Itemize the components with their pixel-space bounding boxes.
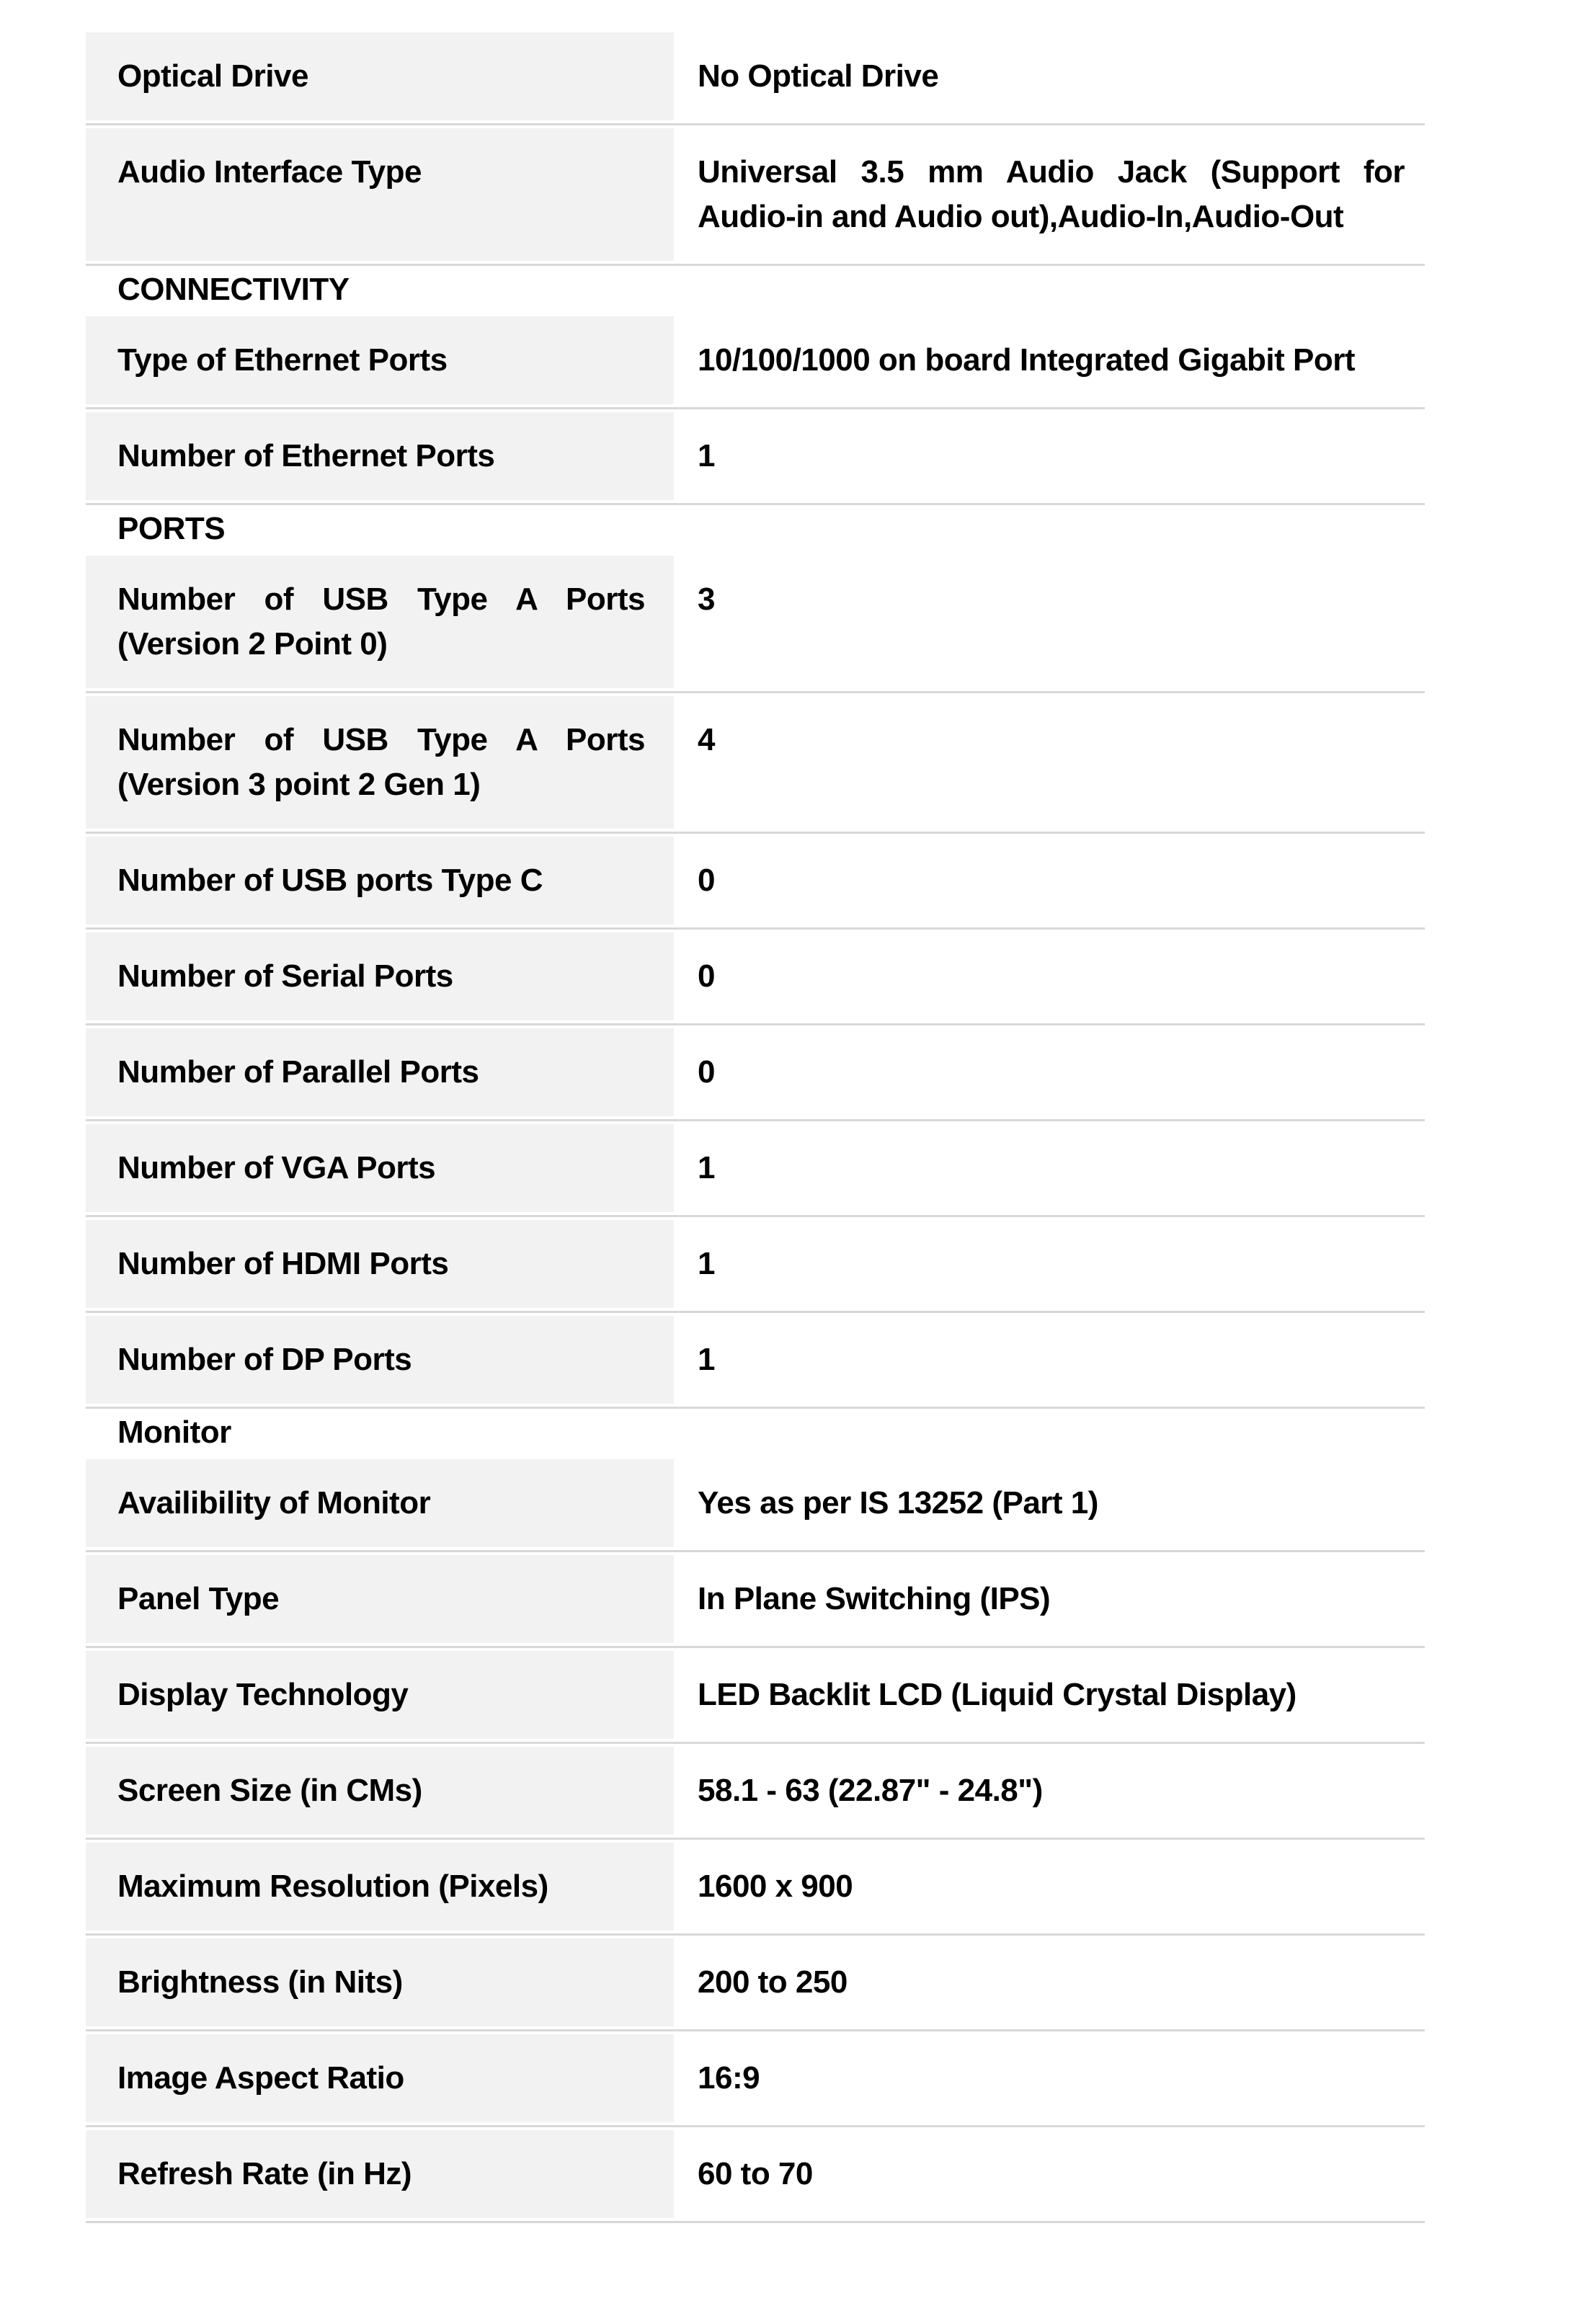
table-row (86, 1936, 1425, 2031)
table-row (86, 1217, 1425, 1313)
spec-label-cell (86, 2130, 674, 2218)
spec-label-cell (86, 1124, 674, 1212)
spec-value: 1 (698, 438, 715, 473)
spec-label: Panel Type (117, 1581, 280, 1616)
spec-label-cell (86, 556, 674, 688)
spec-value-cell (674, 553, 1425, 691)
spec-label-cell (86, 1938, 674, 2026)
section-row (86, 505, 1425, 553)
table-row (86, 2031, 1425, 2127)
table-row (86, 1121, 1425, 1217)
spec-value-cell (674, 1217, 1425, 1311)
spec-value: Universal 3.5 mm Audio Jack (Support for Audio-in and Audio out),Audio-In,Audio-Out (698, 154, 1405, 234)
spec-label-cell (86, 1555, 674, 1643)
spec-label: Availibility of Monitor (117, 1485, 431, 1521)
spec-label: Type of Ethernet Ports (117, 342, 448, 378)
spec-label: Brightness (in Nits) (117, 1964, 403, 2000)
spec-value: LED Backlit LCD (Liquid Crystal Display) (698, 1677, 1296, 1712)
spec-value-cell (674, 1456, 1425, 1550)
table-row (86, 1456, 1425, 1552)
spec-value: 3 (698, 582, 715, 617)
spec-label: Maximum Resolution (Pixels) (117, 1869, 548, 1904)
spec-label-cell (86, 1316, 674, 1404)
spec-label: Display Technology (117, 1677, 409, 1712)
spec-label: Number of USB Type A Ports (Version 3 point 2 Gen 1) (117, 722, 645, 802)
table-row (86, 930, 1425, 1025)
spec-value-cell (674, 313, 1425, 407)
spec-label: Number of HDMI Ports (117, 1246, 449, 1281)
spec-label: Number of USB Type A Ports (Version 2 Point 0) (117, 582, 645, 662)
spec-value-cell (674, 1552, 1425, 1646)
spec-label: Screen Size (in CMs) (117, 1773, 422, 1808)
spec-value: 10/100/1000 on board Integrated Gigabit Port (698, 342, 1356, 378)
section-row (86, 266, 1425, 313)
spec-value: 1 (698, 1246, 715, 1281)
spec-label: Number of USB ports Type C (117, 863, 543, 898)
section-row (86, 1409, 1425, 1456)
table-row (86, 409, 1425, 505)
table-row (86, 1313, 1425, 1409)
spec-label-cell (86, 837, 674, 925)
spec-label-cell (86, 32, 674, 120)
spec-value: 16:9 (698, 2060, 760, 2096)
spec-value-cell (674, 1313, 1425, 1407)
spec-value-cell (674, 2031, 1425, 2125)
spec-value-cell (674, 1648, 1425, 1742)
spec-label: Number of Ethernet Ports (117, 438, 495, 473)
spec-value-cell (674, 1121, 1425, 1215)
spec-label-cell (86, 1651, 674, 1739)
spec-value-cell (674, 693, 1425, 832)
spec-value-cell (674, 930, 1425, 1023)
spec-value: 1600 x 900 (698, 1869, 853, 1904)
spec-label-cell (86, 1747, 674, 1835)
spec-value: 58.1 - 63 (22.87" - 24.8") (698, 1773, 1043, 1808)
spec-value: 1 (698, 1342, 715, 1377)
spec-label-cell (86, 412, 674, 500)
spec-label: Refresh Rate (in Hz) (117, 2156, 412, 2191)
spec-value-cell (674, 1025, 1425, 1119)
spec-value: 0 (698, 863, 715, 898)
spec-value-cell (674, 2127, 1425, 2221)
spec-label: Number of Parallel Ports (117, 1054, 479, 1090)
spec-value: 0 (698, 1054, 715, 1090)
table-row (86, 125, 1425, 266)
spec-value: 200 to 250 (698, 1964, 848, 2000)
table-row (86, 1744, 1425, 1840)
table-row (86, 1552, 1425, 1648)
spec-value: 1 (698, 1150, 715, 1185)
table-row (86, 553, 1425, 693)
spec-label: Number of Serial Ports (117, 958, 453, 994)
table-row (86, 313, 1425, 409)
spec-label-cell (86, 1028, 674, 1116)
spec-label: Audio Interface Type (117, 154, 422, 190)
spec-value: No Optical Drive (698, 58, 939, 94)
spec-table (86, 30, 1425, 2223)
spec-value: Yes as per IS 13252 (Part 1) (698, 1485, 1098, 1521)
spec-label-cell (86, 1459, 674, 1547)
table-row (86, 1648, 1425, 1744)
spec-value-cell (674, 125, 1425, 264)
spec-value: 60 to 70 (698, 2156, 813, 2191)
spec-value-cell (674, 30, 1425, 123)
spec-label-cell (86, 128, 674, 261)
spec-label-cell (86, 316, 674, 404)
spec-label: Number of VGA Ports (117, 1150, 436, 1185)
table-row (86, 1025, 1425, 1121)
spec-label-cell (86, 2034, 674, 2122)
table-row (86, 2127, 1425, 2223)
spec-value-cell (674, 834, 1425, 927)
table-row (86, 693, 1425, 834)
spec-label-cell (86, 1220, 674, 1308)
spec-value: In Plane Switching (IPS) (698, 1581, 1051, 1616)
spec-value: 0 (698, 958, 715, 994)
spec-label: Optical Drive (117, 58, 308, 94)
table-row (86, 834, 1425, 930)
spec-value: 4 (698, 722, 715, 757)
spec-value-cell (674, 1744, 1425, 1838)
spec-label: Number of DP Ports (117, 1342, 412, 1377)
spec-value-cell (674, 1840, 1425, 1933)
spec-label-cell (86, 1843, 674, 1931)
spec-value-cell (674, 409, 1425, 503)
spec-label-cell (86, 932, 674, 1020)
table-row (86, 1840, 1425, 1936)
spec-label-cell (86, 696, 674, 829)
section-title: PORTS (117, 511, 226, 546)
spec-label: Image Aspect Ratio (117, 2060, 404, 2096)
table-row (86, 30, 1425, 125)
section-title: CONNECTIVITY (117, 272, 350, 307)
section-title: Monitor (117, 1415, 231, 1450)
spec-value-cell (674, 1936, 1425, 2029)
